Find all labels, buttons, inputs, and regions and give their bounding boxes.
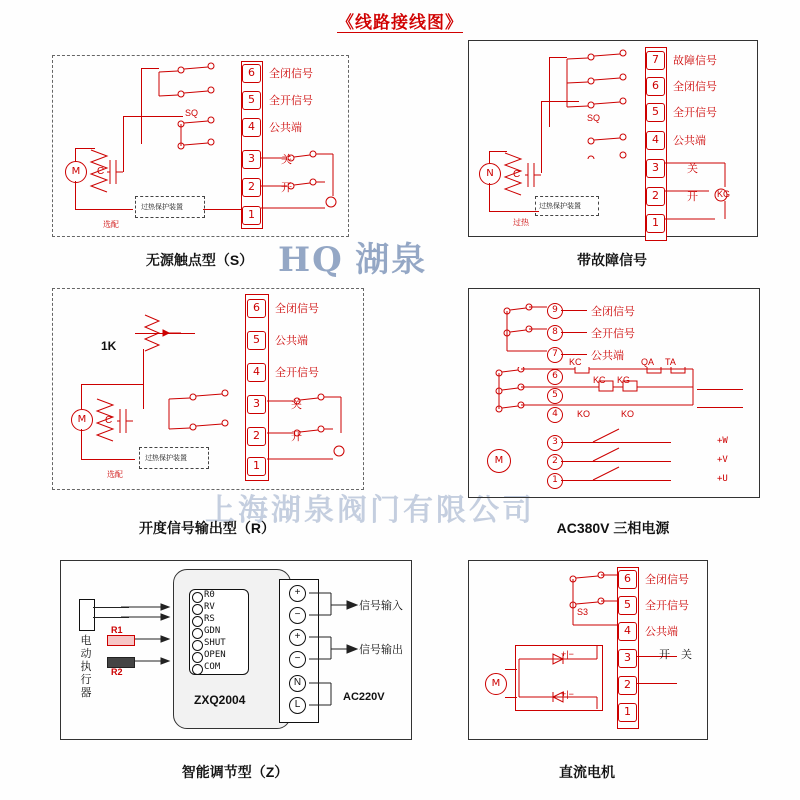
- overheat-label-2: 过热: [513, 218, 529, 227]
- terminal-3-6[interactable]: 3: [618, 649, 637, 668]
- ac220v-label: AC220V: [343, 691, 385, 703]
- motor-to-bridge-2: [505, 697, 517, 698]
- terminal-4-6-label: 公共端: [645, 626, 678, 638]
- terminal-signal-out-plus[interactable]: +: [289, 629, 306, 646]
- motor-wire-3-box-top: [81, 384, 143, 385]
- terminal-3-label: 关: [281, 154, 292, 166]
- motor-wire-3-bottom: [81, 459, 135, 460]
- s3-label-6: S3: [577, 607, 589, 617]
- actuator-label: 电动执行器: [80, 635, 92, 699]
- terminal-5-2-label: 全开信号: [673, 107, 717, 119]
- terminal-strip: [241, 61, 263, 229]
- 3phase-contacts: [589, 427, 659, 493]
- pin-shut-label: SHUT: [204, 638, 226, 648]
- open-label-6: 开: [659, 649, 670, 661]
- diagram-fault-signal: [468, 40, 758, 237]
- terminal-6-6[interactable]: 6: [618, 570, 637, 589]
- capacitor-label-3: C: [105, 415, 113, 426]
- page-title: [0, 8, 800, 33]
- terminal-1-6[interactable]: 1: [618, 703, 637, 722]
- ko-label-4: KO: [577, 409, 591, 419]
- terminal-3-3[interactable]: 3: [247, 395, 266, 414]
- resistor-r2-label: R2: [111, 667, 123, 677]
- sig-wire-9: [561, 310, 587, 311]
- terminal-5-6[interactable]: 5: [618, 596, 637, 615]
- terminal-1-4[interactable]: 1: [547, 473, 563, 489]
- caption-passive-contact: 无源触点型（S）: [145, 252, 254, 268]
- pin-shut[interactable]: [192, 640, 203, 651]
- terminal-power-n[interactable]: N: [289, 675, 306, 692]
- thermal-protector-label: 过热保护装置: [141, 204, 183, 211]
- pin-rv-label: RV: [204, 602, 215, 612]
- pin-rs-label: RS: [204, 614, 215, 624]
- select-label: 选配: [103, 220, 119, 229]
- motor-bus-2: [541, 101, 542, 173]
- phase-v-label: +V: [717, 455, 728, 465]
- caption-position-output: 开度信号输出型（R）: [138, 520, 276, 536]
- pin-gdn-label: GDN: [204, 626, 221, 636]
- terminal-1-2[interactable]: 1: [646, 214, 665, 233]
- terminal-3-3-label: 关: [291, 399, 302, 411]
- pot-arrow-wire: [135, 333, 195, 334]
- terminal-6-2-label: 全闭信号: [673, 81, 717, 93]
- terminal-4[interactable]: 4: [242, 118, 261, 137]
- sq-label-2: SQ: [587, 113, 601, 123]
- terminal-6-4[interactable]: 6: [547, 369, 563, 385]
- module-name: ZXQ2004: [194, 693, 246, 707]
- diagram-intelligent-regulator: [60, 560, 412, 740]
- ta-label-4: TA: [665, 357, 676, 367]
- page-title-text: 《线路接线图》: [337, 13, 463, 32]
- pin-gdn[interactable]: [192, 628, 203, 639]
- motor-symbol-4: M: [487, 449, 511, 473]
- resistor-r1-label: R1: [111, 625, 123, 635]
- motor-wire-2-bottom: [489, 211, 539, 212]
- terminal-3-2[interactable]: 3: [646, 159, 665, 178]
- terminal-2-2-label: 开: [687, 191, 698, 203]
- ko-label-4b: KO: [621, 409, 635, 419]
- capacitor-label: C: [97, 166, 105, 177]
- open-close-contacts: [261, 146, 351, 216]
- terminal-8-4[interactable]: 8: [547, 325, 563, 341]
- caption-intelligent-regulator: 智能调节型（Z）: [181, 764, 289, 780]
- terminal-4-3-label: 全开信号: [275, 367, 319, 379]
- terminal-7-2[interactable]: 7: [646, 51, 665, 70]
- potentiometer-icon: [133, 309, 193, 365]
- open-close-contacts-2: [665, 153, 751, 223]
- terminal-power-l[interactable]: L: [289, 697, 306, 714]
- caption-fault-signal: 带故障信号: [577, 252, 647, 268]
- motor-to-bridge-1: [505, 669, 517, 670]
- kg-label-4: KG: [617, 375, 631, 385]
- terminal-2[interactable]: 2: [242, 178, 261, 197]
- terminal-4-4[interactable]: 4: [547, 407, 563, 423]
- terminal-8-4-label: 全开信号: [591, 328, 635, 340]
- diagram-position-output: [52, 288, 364, 490]
- pin-open[interactable]: [192, 652, 203, 663]
- phase-u-label: +U: [717, 474, 728, 484]
- pin-com[interactable]: [192, 664, 203, 675]
- bus-right-top: [697, 389, 743, 390]
- bottom-bus: [203, 209, 245, 210]
- potentiometer-label: 1K: [101, 339, 117, 353]
- watermark-logo: HQ 湖泉: [278, 240, 428, 280]
- dc-out-2: [637, 683, 677, 684]
- motor-symbol: M: [65, 161, 87, 183]
- sig-wire-8: [561, 332, 587, 333]
- motor-symbol-6: M: [485, 673, 507, 695]
- motor-wire-2-left2: [489, 183, 490, 211]
- terminal-9-4-label: 全闭信号: [591, 306, 635, 318]
- bus-right-mid: [697, 407, 743, 408]
- terminal-1-3[interactable]: 1: [247, 457, 266, 476]
- qa-label-4: QA: [641, 357, 655, 367]
- motor-wire-3-left: [81, 397, 82, 409]
- terminal-6-6-label: 全闭信号: [645, 574, 689, 586]
- terminal-5-3-label: 公共端: [275, 335, 308, 347]
- signal-output-label: 信号输出: [359, 644, 403, 656]
- terminal-3-2-label: 关: [687, 163, 698, 175]
- terminal-3-4[interactable]: 3: [547, 435, 563, 451]
- motor-wire-left: [75, 148, 76, 162]
- caption-ac380v: AC380V 三相电源: [556, 520, 670, 536]
- terminal-2-3[interactable]: 2: [247, 427, 266, 446]
- terminal-strip-3: [245, 294, 269, 481]
- capacitor-icon-3: [117, 405, 135, 439]
- kg-label-2: KG: [717, 189, 731, 199]
- phase-w-label: +W: [717, 436, 728, 446]
- terminal-2-6[interactable]: 2: [618, 676, 637, 695]
- terminal-5-4[interactable]: 5: [547, 388, 563, 404]
- terminal-4-2-label: 公共端: [673, 135, 706, 147]
- terminal-4-6[interactable]: 4: [618, 622, 637, 641]
- motor-wire-left2: [75, 181, 76, 209]
- terminal-4-3[interactable]: 4: [247, 363, 266, 382]
- dc-out-1: [637, 656, 677, 657]
- motor-symbol-3: M: [71, 409, 93, 431]
- capacitor-label-2: C: [513, 169, 521, 180]
- diagram-passive-contact: [52, 55, 349, 237]
- terminal-6[interactable]: 6: [242, 64, 261, 83]
- terminal-1[interactable]: 1: [242, 206, 261, 225]
- terminal-7-4-label: 公共端: [591, 350, 624, 362]
- motor-wire-right: [123, 116, 124, 172]
- actuator-to-module-arrows: [121, 599, 173, 679]
- motor-wire-2-top: [489, 151, 507, 152]
- terminal-6-3-label: 全闭信号: [275, 303, 319, 315]
- motor-wire-bottom: [75, 209, 133, 210]
- diode-label-top: +|−: [561, 649, 574, 659]
- terminal-signal-in-plus[interactable]: +: [289, 585, 306, 602]
- terminal-7-4[interactable]: 7: [547, 347, 563, 363]
- motor-wire-2-left: [489, 151, 490, 163]
- terminal-2-label: 开: [281, 182, 292, 194]
- terminal-5[interactable]: 5: [242, 91, 261, 110]
- terminal-6-2[interactable]: 6: [646, 77, 665, 96]
- pin-r0[interactable]: [192, 592, 203, 603]
- terminal-5-label: 全开信号: [269, 95, 313, 107]
- terminal-3[interactable]: 3: [242, 150, 261, 169]
- thermal-protector-label-3: 过热保护装置: [145, 455, 187, 462]
- motor-symbol-2: N: [479, 163, 501, 185]
- terminal-2-2[interactable]: 2: [646, 187, 665, 206]
- pin-rs[interactable]: [192, 616, 203, 627]
- close-label-6: 关: [681, 649, 692, 661]
- diode-label-bottom: +|−: [561, 689, 574, 699]
- switch-bus-2: [549, 57, 550, 127]
- caption-dc-motor: 直流电机: [559, 764, 615, 780]
- terminal-2-3-label: 开: [291, 431, 302, 443]
- pin-open-label: OPEN: [204, 650, 226, 660]
- motor-wire-3-box-left: [81, 384, 82, 397]
- signal-input-label: 信号输入: [359, 600, 403, 612]
- terminal-4-label: 公共端: [269, 122, 302, 134]
- thermal-protector-label-2: 过热保护装置: [539, 203, 581, 210]
- terminal-5-2[interactable]: 5: [646, 103, 665, 122]
- motor-wire-3-left2: [81, 429, 82, 459]
- sig-wire-7: [561, 354, 587, 355]
- motor-wire-top: [75, 148, 95, 149]
- terminal-6-3[interactable]: 6: [247, 299, 266, 318]
- terminal-signal-in-minus[interactable]: −: [289, 607, 306, 624]
- terminal-5-3[interactable]: 5: [247, 331, 266, 350]
- actuator-block: [79, 599, 95, 631]
- terminal-9-4[interactable]: 9: [547, 303, 563, 319]
- open-close-contacts-3: [267, 389, 357, 469]
- terminal-2-4[interactable]: 2: [547, 454, 563, 470]
- terminal-7-2-label: 故障信号: [673, 55, 717, 67]
- watermark-company: 上海湖泉阀门有限公司: [205, 494, 535, 527]
- select-label-3: 选配: [107, 470, 123, 479]
- diagram-ac380v: [468, 288, 760, 498]
- kc-label-b: KC: [593, 375, 606, 385]
- pin-r0-label: R0: [204, 590, 215, 600]
- pin-rv[interactable]: [192, 604, 203, 615]
- kc-label-a: KC: [569, 357, 582, 367]
- pin-com-label: COM: [204, 662, 221, 672]
- terminal-signal-out-minus[interactable]: −: [289, 651, 306, 668]
- terminal-4-2[interactable]: 4: [646, 131, 665, 150]
- sq-label: SQ: [185, 108, 199, 118]
- terminal-6-label: 全闭信号: [269, 68, 313, 80]
- switch-bus-vertical: [141, 68, 142, 144]
- diagram-dc-motor: [468, 560, 708, 740]
- terminal-5-6-label: 全开信号: [645, 600, 689, 612]
